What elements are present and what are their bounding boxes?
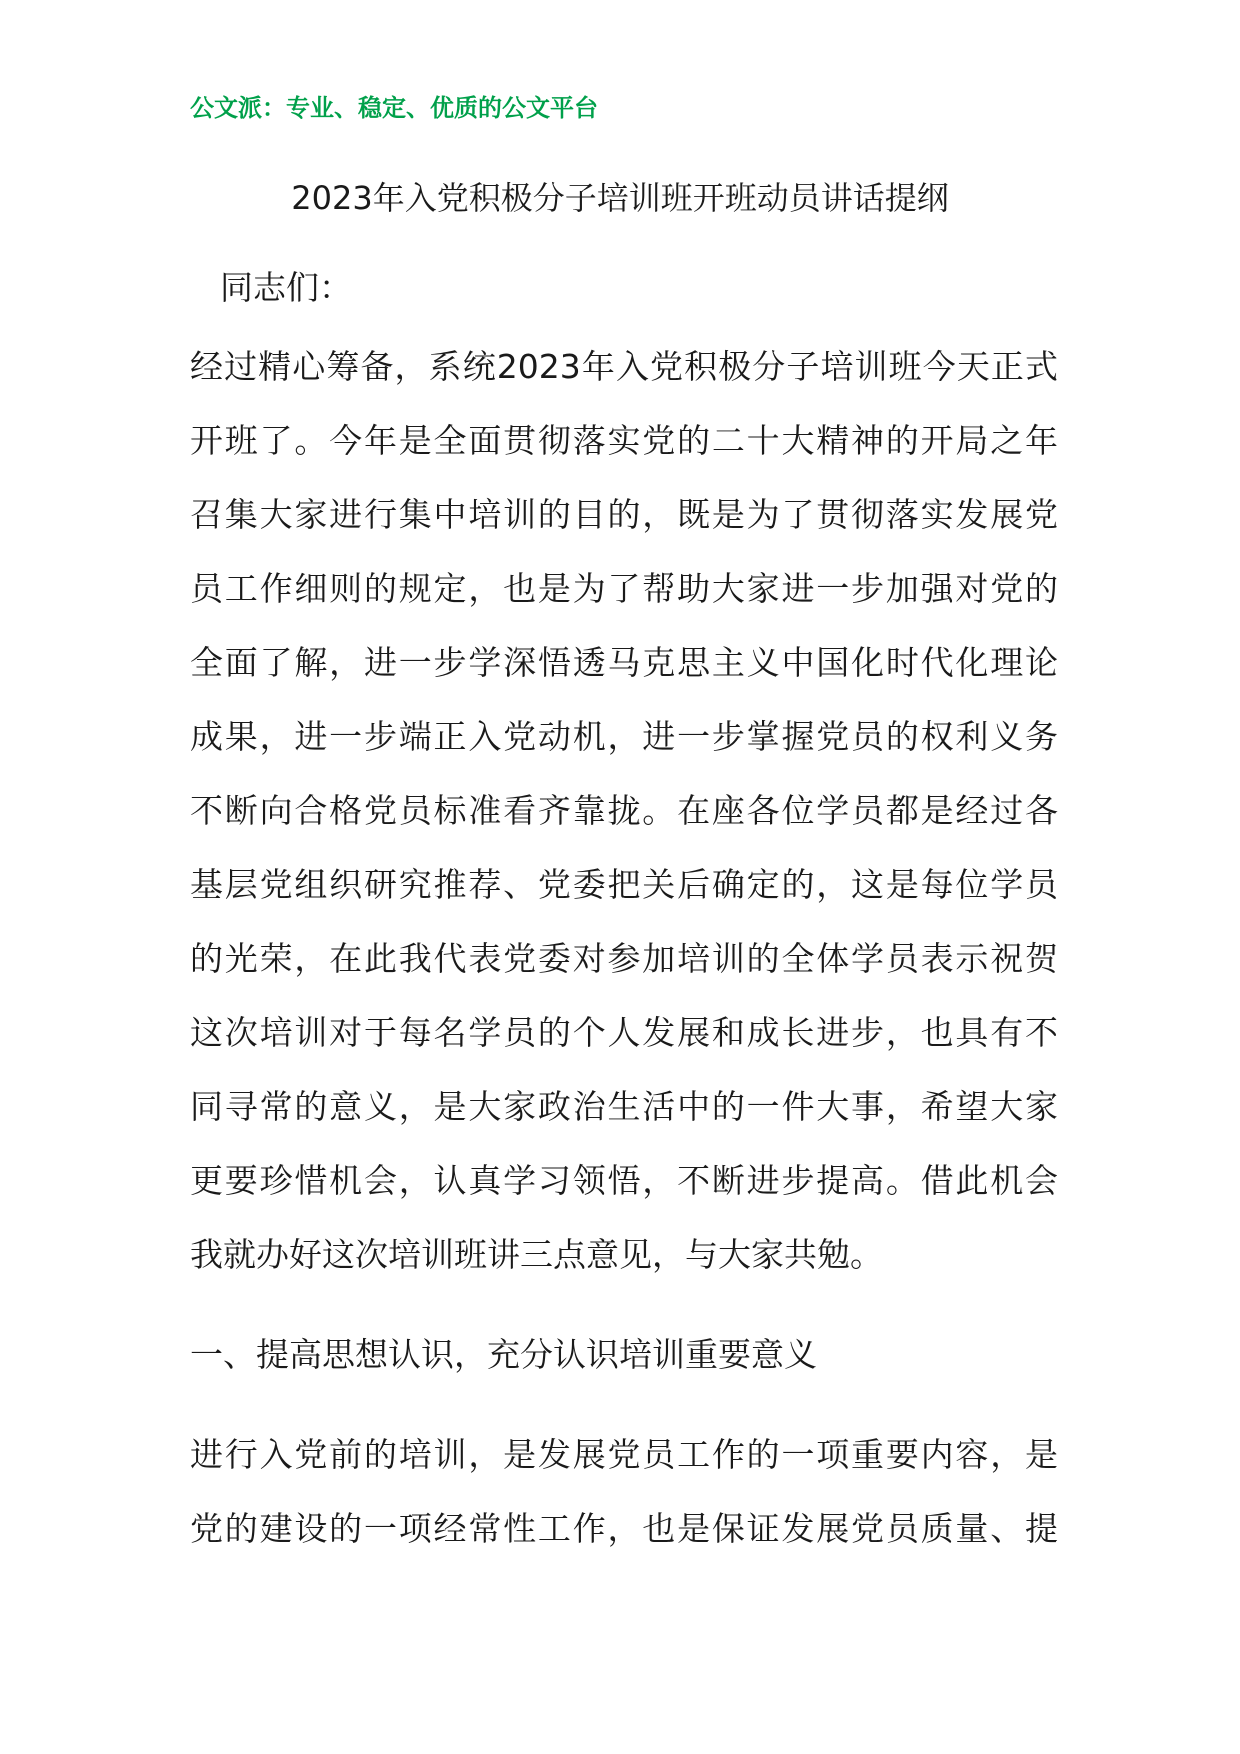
paragraph-line: 开班了。今年是全面贯彻落实党的二十大精神的开局之年 — [190, 421, 1058, 460]
paragraph-line: 基层党组织研究推荐、党委把关后确定的，这是每位学员 — [190, 865, 1058, 904]
paragraph-line: 同寻常的意义，是大家政治生活中的一件大事，希望大家 — [190, 1087, 1058, 1126]
section-heading: 一、提高思想认识，充分认识培训重要意义 — [190, 1335, 817, 1374]
paragraph-line: 成果，进一步端正入党动机，进一步掌握党员的权利义务 — [190, 717, 1058, 756]
paragraph-line: 召集大家进行集中培训的目的，既是为了贯彻落实发展党 — [190, 495, 1058, 534]
salutation: 同志们： — [220, 268, 352, 307]
paragraph-line: 更要珍惜机会，认真学习领悟，不断进步提高。借此机会 — [190, 1161, 1058, 1200]
document-title: 2023年入党积极分子培训班开班动员讲话提纲 — [291, 179, 949, 217]
paragraph-line: 党的建设的一项经常性工作，也是保证发展党员质量、提 — [190, 1509, 1058, 1548]
paragraph-line: 的光荣，在此我代表党委对参加培训的全体学员表示祝贺 — [190, 939, 1058, 978]
paragraph-line: 经过精心筹备，系统2023年入党积极分子培训班今天正式 — [190, 347, 1058, 386]
paragraph-line: 进行入党前的培训，是发展党员工作的一项重要内容，是 — [190, 1435, 1058, 1474]
paragraph-line: 我就办好这次培训班讲三点意见，与大家共勉。 — [190, 1235, 883, 1274]
paragraph-line: 全面了解，进一步学深悟透马克思主义中国化时代化理论 — [190, 643, 1058, 682]
paragraph-line: 员工作细则的规定，也是为了帮助大家进一步加强对党的 — [190, 569, 1058, 608]
paragraph-line: 不断向合格党员标准看齐靠拢。在座各位学员都是经过各 — [190, 791, 1058, 830]
platform-watermark: 公文派：专业、稳定、优质的公文平台 — [190, 94, 598, 122]
paragraph-line: 这次培训对于每名学员的个人发展和成长进步，也具有不 — [190, 1013, 1058, 1052]
